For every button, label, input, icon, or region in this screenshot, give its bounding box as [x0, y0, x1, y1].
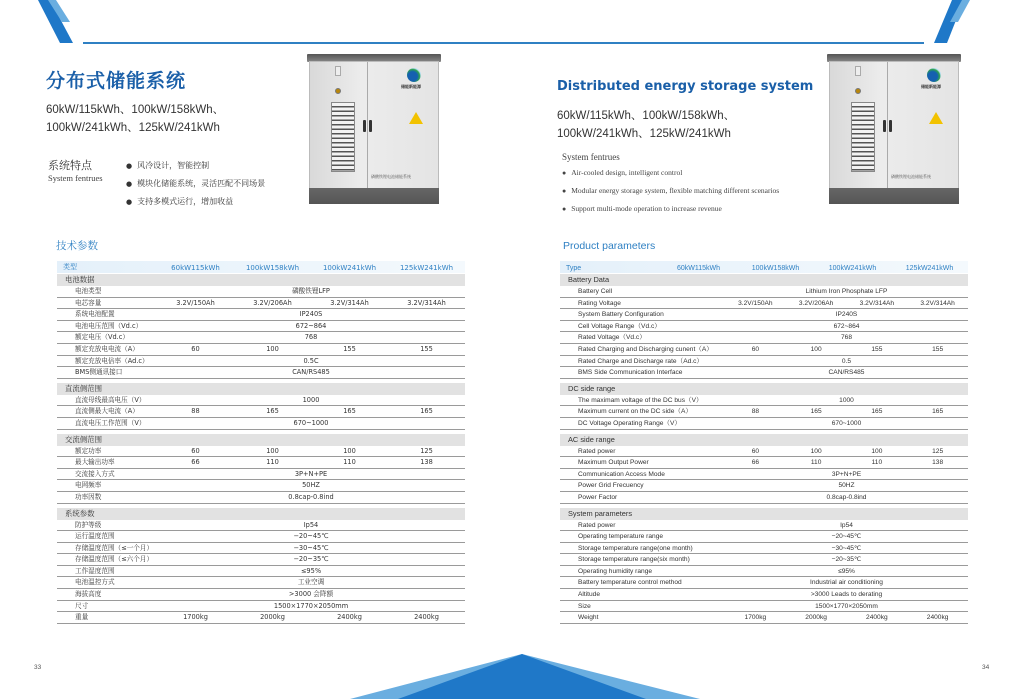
- row-label: Power Factor: [578, 493, 618, 501]
- row-value: 165: [871, 408, 883, 416]
- table-row: [57, 418, 465, 430]
- row-value: −20~35℃: [831, 556, 862, 564]
- group-header: Battery Data: [560, 274, 968, 286]
- row-value: 155: [420, 344, 433, 353]
- table-row: [57, 395, 465, 407]
- row-label: 电池温控方式: [75, 578, 115, 587]
- table-row: [560, 298, 968, 310]
- row-label: The maximam voltage of the DC bus（V）: [578, 396, 703, 404]
- row-value: 155: [343, 344, 356, 353]
- header-stripe-decoration: [932, 0, 992, 46]
- row-value: 2400kg: [414, 613, 439, 622]
- group-gap: [57, 379, 465, 382]
- row-value: 2000kg: [805, 614, 827, 622]
- row-value: 165: [266, 407, 279, 416]
- row-value: 工业空调: [297, 578, 325, 587]
- table-row: [57, 492, 465, 504]
- display-screen: [335, 66, 341, 76]
- row-value: 88: [191, 407, 200, 416]
- row-value: 60: [191, 344, 200, 353]
- product-image: [825, 54, 963, 206]
- row-value: 88: [751, 408, 760, 416]
- row-value: −20~35℃: [293, 555, 329, 564]
- row-label: Maximum Output Power: [578, 459, 649, 467]
- header-stripe-decoration: [0, 0, 80, 46]
- row-label: 系统电池配置: [75, 310, 115, 319]
- row-label: Rating Voltage: [578, 299, 621, 307]
- row-label: 重量: [75, 613, 89, 622]
- cabinet-label: 磷酸铁锂电池储能系统: [371, 174, 411, 179]
- column-header: 60kW115kWh: [171, 264, 220, 272]
- row-value: 1700kg: [744, 614, 767, 622]
- row-value: −20~45℃: [831, 533, 862, 541]
- brand-logo-icon: [407, 68, 421, 82]
- table-header: [560, 261, 968, 273]
- table-row: [57, 457, 465, 469]
- row-value: 60: [191, 446, 200, 455]
- row-value: 670~1000: [293, 418, 329, 427]
- row-label: 额定充放电电流（A）: [75, 344, 139, 353]
- row-label: 直流母线最高电压（V）: [75, 395, 146, 404]
- row-value: 672~864: [833, 322, 860, 330]
- row-label: 功率因数: [75, 492, 102, 501]
- brand-logo-text: 储能新能源: [401, 84, 421, 89]
- section-title: Product parameters: [563, 240, 656, 252]
- table-row: [560, 332, 968, 344]
- row-value: Ip54: [303, 520, 319, 529]
- row-value: 60: [751, 447, 760, 455]
- feature-item: ● 风冷设计，智能控制: [126, 157, 265, 175]
- row-value: 1500×1770×2050mm: [815, 602, 878, 610]
- row-label: 额定电压（Vd.c）: [75, 333, 129, 342]
- row-value: 0.8cap-0.8ind: [288, 492, 334, 501]
- features-list: [562, 164, 779, 218]
- row-value: 3.2V/314Ah: [407, 298, 446, 307]
- table-row: [560, 554, 968, 566]
- row-value: 3P+N+PE: [294, 469, 328, 478]
- model-line: 100kW/241kWh、125kW/241kWh: [557, 128, 731, 140]
- row-label: Altitude: [578, 591, 600, 599]
- row-value: 100: [266, 344, 279, 353]
- table-row: [57, 446, 465, 458]
- row-value: −30~45℃: [831, 544, 862, 552]
- row-label: Storage temperature range(one month): [578, 544, 693, 552]
- row-value: 110: [266, 458, 279, 467]
- row-value: 165: [343, 407, 356, 416]
- features-list: [126, 157, 265, 211]
- spec-table: [57, 261, 465, 624]
- row-value: 3.2V/150Ah: [738, 299, 773, 307]
- row-label: 工作湿度范围: [75, 566, 115, 575]
- vent-louver: [851, 102, 875, 172]
- row-label: 最大输出功率: [75, 458, 115, 467]
- table-row: [560, 480, 968, 492]
- row-value: 3.2V/206Ah: [253, 298, 292, 307]
- group-gap: [560, 430, 968, 433]
- row-label: BMS Side Communication Interface: [578, 369, 683, 377]
- table-row: [57, 612, 465, 624]
- row-label: 存储温度范围（≤一个月）: [75, 543, 154, 552]
- column-header: 100kW158kWh: [245, 264, 300, 272]
- group-header: System parameters: [560, 508, 968, 520]
- row-label: 电池类型: [75, 287, 102, 295]
- table-row: [560, 612, 968, 624]
- row-value: Lithium Iron Phosphate LFP: [805, 288, 888, 295]
- row-label: Rated Charging and Discharging cunent（A）: [578, 345, 713, 353]
- row-label: 防护等级: [75, 520, 102, 529]
- row-value: >3000 会降额: [288, 590, 334, 599]
- row-label: 电池电压范围（Vd.c）: [75, 321, 143, 330]
- row-value: 2400kg: [866, 614, 888, 622]
- row-value: 672~864: [295, 321, 327, 330]
- row-label: Rated power: [578, 521, 616, 529]
- row-value: 100: [810, 447, 822, 455]
- header-rule: [83, 42, 512, 44]
- spec-table: [560, 261, 968, 624]
- row-value: 125: [420, 446, 433, 455]
- display-screen: [855, 66, 861, 76]
- row-value: 1500×1770×2050mm: [273, 601, 349, 610]
- table-row: [57, 298, 465, 310]
- page-number: 33: [34, 664, 42, 671]
- group-header: 电池数据: [57, 274, 465, 286]
- row-value: 2400kg: [337, 613, 362, 622]
- table-row: [560, 457, 968, 469]
- row-value: 155: [932, 345, 944, 353]
- table-row: [57, 321, 465, 333]
- table-row: [560, 577, 968, 589]
- table-row: [57, 601, 465, 613]
- row-label: Operating temperature range: [578, 533, 664, 541]
- table-row: [560, 492, 968, 504]
- row-value: 100: [810, 345, 822, 353]
- group-gap: [560, 504, 968, 507]
- table-row: [560, 356, 968, 368]
- table-row: [560, 469, 968, 481]
- row-value: 0.5: [841, 357, 852, 365]
- row-label: Operating humidity range: [578, 567, 653, 575]
- group-header: 系统参数: [57, 508, 465, 520]
- table-row: [560, 566, 968, 578]
- table-row: [560, 418, 968, 430]
- table-row: [560, 309, 968, 321]
- row-value: 110: [871, 459, 883, 467]
- row-value: 100: [343, 446, 356, 455]
- row-value: 2400kg: [926, 614, 949, 622]
- row-value: 670~1000: [831, 419, 862, 427]
- features-heading-en: System fentrues: [48, 173, 103, 183]
- table-row: [560, 406, 968, 418]
- column-header: 100kW241kWh: [828, 265, 877, 272]
- row-value: 110: [810, 459, 822, 467]
- row-value: 1700kg: [183, 613, 208, 622]
- row-label: 电芯容量: [75, 298, 102, 307]
- row-label: Size: [578, 602, 591, 610]
- row-label: BMS侧通讯接口: [75, 368, 123, 377]
- row-value: 0.8cap-0.8ind: [826, 493, 867, 501]
- row-label: 交流接入方式: [75, 469, 115, 478]
- row-label: Battery Cell: [578, 288, 613, 295]
- page-title: 分布式储能系统: [46, 70, 187, 92]
- row-label: 额定充放电倍率（Ad.c）: [75, 356, 149, 365]
- group-header: AC side range: [560, 434, 968, 446]
- row-value: ≤95%: [300, 566, 322, 575]
- row-value: 3P+N+PE: [831, 470, 862, 478]
- high-voltage-warning-icon: [929, 112, 943, 124]
- row-label: 直流电压工作范围（V）: [75, 418, 146, 427]
- row-value: 3.2V/206Ah: [798, 299, 834, 307]
- group-header: DC side range: [560, 383, 968, 395]
- row-value: 66: [751, 459, 760, 467]
- table-row: [57, 566, 465, 578]
- table-row: [57, 332, 465, 344]
- row-value: 165: [810, 408, 822, 416]
- row-value: 1000: [839, 396, 854, 404]
- row-label: Cell Voltage Range（Vd.c）: [578, 322, 661, 330]
- table-row: [560, 367, 968, 379]
- row-value: >3000 Leads to derating: [810, 591, 883, 599]
- model-line: 60kW/115kWh、100kW/158kWh、: [557, 110, 736, 122]
- table-row: [57, 554, 465, 566]
- row-label: Power Grid Frecuency: [578, 482, 644, 490]
- row-value: 100: [266, 446, 279, 455]
- table-row: [560, 286, 968, 298]
- row-label: Communication Access Mode: [578, 470, 665, 478]
- indicator-light-icon: [855, 88, 861, 94]
- row-value: 100: [871, 447, 883, 455]
- row-value: 1000: [302, 395, 320, 404]
- row-value: 60: [751, 345, 760, 353]
- table-row: [560, 395, 968, 407]
- column-header: 100kW241kWh: [322, 264, 377, 272]
- row-value: 0.5C: [303, 356, 319, 365]
- right-page: [512, 0, 1024, 699]
- row-label: Rated Voltage（Vd.c）: [578, 334, 646, 342]
- row-label: Rated Charge and Discharge rate（Ad.c）: [578, 357, 703, 365]
- table-row: [560, 520, 968, 532]
- features-heading: System fentrues: [562, 152, 620, 162]
- column-header: 100kW158kWh: [751, 265, 800, 272]
- row-label: 电网频率: [75, 481, 102, 490]
- column-header: 125kW241kWh: [399, 264, 454, 272]
- row-value: 768: [840, 334, 852, 342]
- feature-item: ● Air-cooled design, intelligent control: [562, 164, 779, 182]
- model-line: 60kW/115kWh、100kW/158kWh、: [46, 104, 225, 116]
- table-row: [560, 531, 968, 543]
- model-list: [46, 101, 224, 137]
- door-handle-icon: [369, 120, 372, 132]
- row-value: 768: [304, 333, 318, 342]
- row-value: CAN/RS485: [292, 368, 330, 377]
- door-handle-icon: [363, 120, 366, 132]
- row-value: IP240S: [835, 311, 858, 319]
- indicator-light-icon: [335, 88, 341, 94]
- row-value: CAN/RS485: [828, 369, 865, 377]
- row-value: 磷酸铁锂LFP: [292, 287, 330, 295]
- table-row: [57, 543, 465, 555]
- feature-item: ● 支持多模式运行，增加收益: [126, 193, 265, 211]
- table-header: [57, 261, 465, 273]
- row-label: System Battery Configuration: [578, 311, 664, 319]
- row-value: 3.2V/314Ah: [920, 299, 955, 307]
- row-label: 尺寸: [75, 601, 89, 610]
- row-label: Storage temperature range(six month): [578, 556, 690, 564]
- column-header: 125kW241kWh: [905, 265, 954, 272]
- page-title: Distributed energy storage system: [557, 79, 814, 94]
- table-row: [57, 286, 465, 298]
- row-value: 138: [420, 458, 433, 467]
- feature-item: ● Support multi-mode operation to increase revenue: [562, 200, 779, 218]
- row-label: 存储温度范围（≤六个月）: [75, 555, 154, 564]
- row-label: 额定功率: [75, 446, 102, 455]
- row-label: Battery temperature control method: [578, 579, 682, 587]
- row-value: 50HZ: [302, 481, 320, 490]
- row-value: ≤95%: [838, 567, 855, 575]
- row-value: 66: [191, 458, 200, 467]
- product-image: [305, 54, 443, 206]
- column-header: 60kW115kWh: [676, 265, 721, 272]
- row-value: 110: [343, 458, 356, 467]
- brand-logo-icon: [927, 68, 941, 82]
- table-row: [57, 480, 465, 492]
- group-gap: [57, 430, 465, 433]
- group-header: 交流侧范围: [57, 434, 465, 446]
- table-row: [57, 356, 465, 368]
- table-row: [57, 406, 465, 418]
- row-value: IP240S: [299, 310, 323, 319]
- door-handle-icon: [883, 120, 886, 132]
- table-row: [57, 520, 465, 532]
- header-rule: [512, 42, 924, 44]
- table-row: [560, 543, 968, 555]
- row-value: 125: [932, 447, 944, 455]
- row-label: 运行温度范围: [75, 532, 115, 541]
- row-value: Ip54: [840, 521, 853, 529]
- row-value: 3.2V/314Ah: [330, 298, 369, 307]
- table-row: [57, 469, 465, 481]
- table-row: [560, 446, 968, 458]
- row-value: 3.2V/150Ah: [176, 298, 215, 307]
- row-value: 2000kg: [260, 613, 285, 622]
- column-header: Type: [566, 265, 582, 272]
- row-label: Rated power: [578, 447, 616, 455]
- model-line: 100kW/241kWh、125kW/241kWh: [46, 122, 220, 134]
- brand-logo-text: 储能新能源: [921, 84, 941, 89]
- table-row: [560, 601, 968, 613]
- table-row: [57, 577, 465, 589]
- row-label: 直流侧最大电流（A）: [75, 407, 139, 416]
- row-value: 155: [871, 345, 883, 353]
- vent-louver: [331, 102, 355, 172]
- row-label: Maximum current on the DC side（A）: [578, 408, 692, 416]
- table-row: [560, 589, 968, 601]
- table-row: [560, 344, 968, 356]
- table-row: [57, 367, 465, 379]
- group-gap: [560, 379, 968, 382]
- high-voltage-warning-icon: [409, 112, 423, 124]
- row-label: Weight: [578, 614, 599, 622]
- row-label: 海拔高度: [75, 590, 102, 599]
- model-list: [557, 107, 735, 143]
- table-row: [57, 531, 465, 543]
- table-row: [57, 309, 465, 321]
- features-heading: 系统特点: [48, 159, 92, 172]
- row-value: 50HZ: [838, 482, 855, 490]
- cabinet-label: 磷酸铁锂电池储能系统: [891, 174, 931, 179]
- row-value: Industrial air conditioning: [810, 579, 883, 587]
- table-row: [57, 589, 465, 601]
- row-value: 165: [932, 408, 944, 416]
- group-gap: [57, 504, 465, 507]
- feature-item: ● Modular energy storage system, flexible matching different scenarios: [562, 182, 779, 200]
- row-value: 165: [420, 407, 433, 416]
- row-value: −20~45℃: [293, 532, 329, 541]
- page-number: 34: [982, 664, 990, 671]
- row-value: −30~45℃: [293, 543, 329, 552]
- group-header: 直流侧范围: [57, 383, 465, 395]
- feature-item: ● 模块化储能系统，灵活匹配不同场景: [126, 175, 265, 193]
- table-row: [57, 344, 465, 356]
- section-title: 技术参数: [56, 240, 98, 252]
- table-row: [560, 321, 968, 333]
- row-label: DC Voltage Operating Range（V）: [578, 419, 681, 427]
- row-value: 138: [932, 459, 944, 467]
- column-header: 类型: [63, 263, 77, 271]
- door-handle-icon: [889, 120, 892, 132]
- row-value: 3.2V/314Ah: [859, 299, 895, 307]
